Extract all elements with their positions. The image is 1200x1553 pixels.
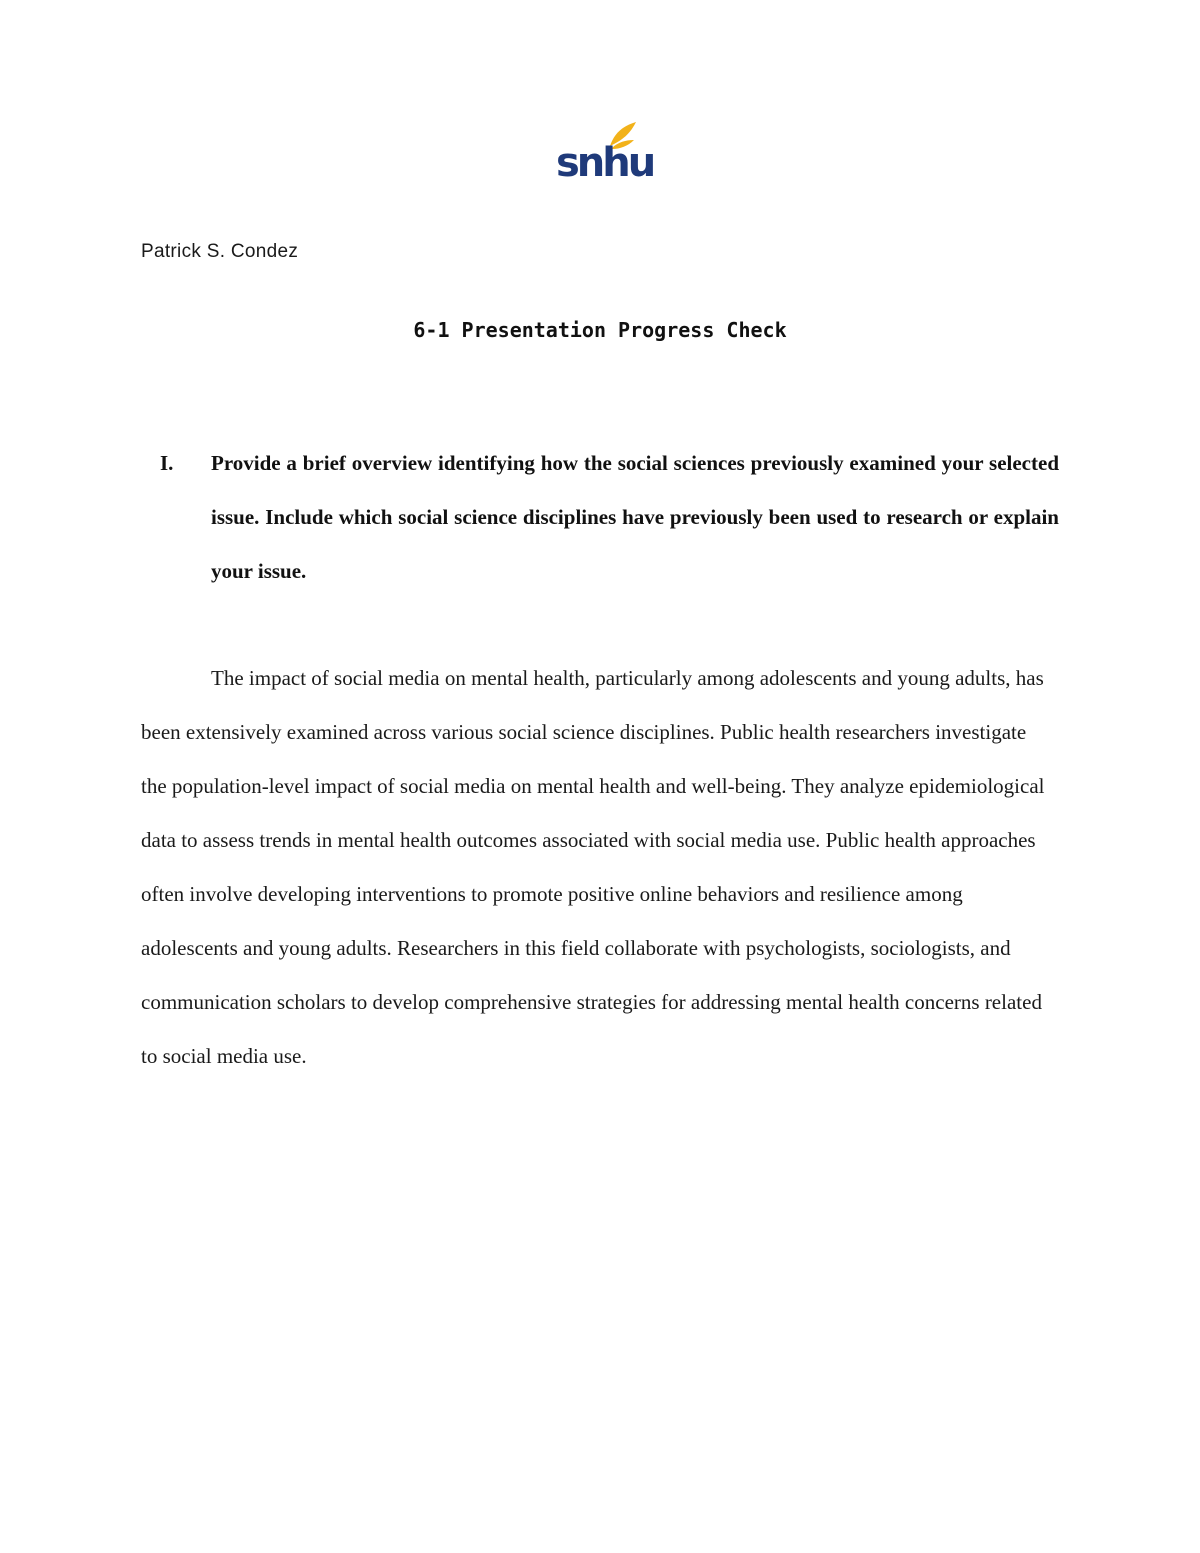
document-title: 6-1 Presentation Progress Check bbox=[413, 318, 787, 342]
svg-text:snhu: snhu bbox=[556, 140, 654, 186]
question-text: Provide a brief overview identifying how the social sciences previously examined your selected issue. Include which social science disciplines have previously been used to research or explain your issue. bbox=[211, 451, 1059, 583]
body-paragraph: The impact of social media on mental health, particularly among adolescents and young adults, has been extensively examined across various social science disciplines. Public health researchers investigate the population-level impact of social media on mental health and well-being. They analyze epidemiological data to assess trends in mental health outcomes associated with social media use. Public health approaches often involve developing interventions to promote positive online behaviors and resilience among adolescents and young adults. Researchers in this field collaborate with psychologists, sociologists, and communication scholars to develop comprehensive strategies for addressing mental health concerns related to social media use. bbox=[141, 666, 1045, 1068]
author-name: Patrick S. Condez bbox=[141, 241, 299, 262]
leaf-flame-icon bbox=[552, 118, 654, 186]
snhu-logo bbox=[552, 118, 654, 186]
question-numeral: I. bbox=[160, 451, 174, 475]
